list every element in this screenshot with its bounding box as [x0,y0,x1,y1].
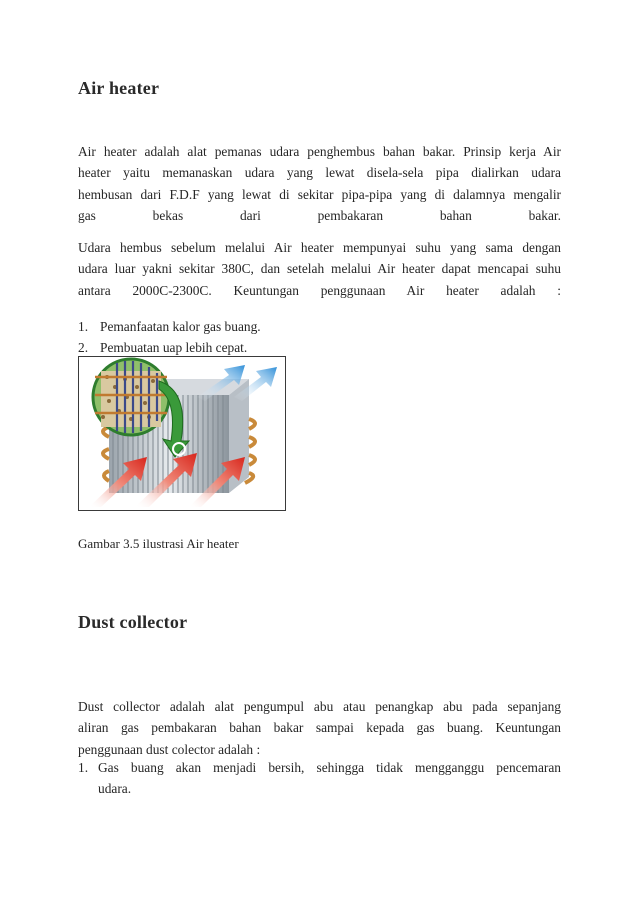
air-heater-drawing [79,357,284,509]
paragraph-line: Udara hembus sebelum melalui Air heater mempunyai suhu yang sama dengan [78,240,561,255]
list-number: 1. [78,319,89,334]
paragraph-line: penggunaan dust colector adalah : [78,741,261,757]
paragraph-line: aliran gas pembakaran bahan bakar sampai kepada gas buang. Keuntungan [78,720,561,736]
paragraph-line: heater yaitu memanaskan udara yang lewat disela-sela pipa dialirkan udara [78,165,561,181]
air-heater-paragraph-2 [78,237,561,301]
dust-collector-paragraph [78,696,561,760]
paragraph-line: antara 2000C-2300C. Keuntungan penggunaan Air heater adalah : [78,282,561,298]
figure-caption: Gambar 3.5 ilustrasi Air heater [78,536,239,551]
section-title-air-heater: Air heater [78,78,160,98]
paragraph-line: udara luar yakni sekitar 380C, dan setelah melalui Air heater dapat mencapai suhu [78,261,561,277]
air-heater-paragraph-1 [78,141,561,226]
list-number: 1. [78,760,89,775]
paragraph-line: Dust collector adalah alat pengumpul abu atau penangkap abu pada sepanjang [78,699,561,714]
air-heater-illustration [78,356,286,511]
section-title-dust-collector: Dust collector [78,612,188,632]
list-text: Pemanfaatan kalor gas buang. [100,319,261,334]
list-text: Gas buang akan menjadi bersih, sehingga tidak mengganggu pencemaran [98,760,561,775]
paragraph-line: hembusan dari F.D.F yang lewat di sekitar pipa-pipa yang di dalamnya mengalir [78,186,561,202]
list-item [78,757,561,800]
paragraph-line: Air heater adalah alat pemanas udara penghembus bahan bakar. Prinsip kerja Air [78,144,561,159]
list-text-continued: udara. [98,781,132,797]
list-item [78,316,561,337]
paragraph-line: gas bekas dari pembakaran bahan bakar. [78,207,561,223]
list-text: Pembuatan uap lebih cepat. [100,340,248,355]
list-number: 2. [78,340,89,355]
